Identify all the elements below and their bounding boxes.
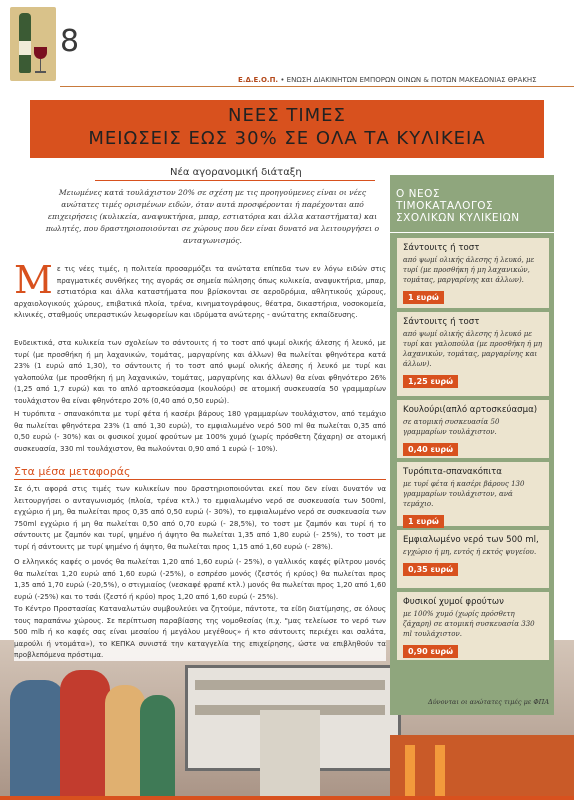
bottle-label — [19, 41, 31, 55]
banner-title: ΝΕΕΣ ΤΙΜΕΣ — [228, 105, 346, 126]
item-name: Σάντουιτς ή τοστ — [403, 317, 480, 327]
price-item — [397, 400, 549, 458]
article-paragraph-5: Ο ελληνικός καφές ο μονός θα πωλείται 1,20 από 1,60 ευρώ (- 25%), ο γαλλικός καφές φίλτρου μονός θα πωλείται 1,20 ευρώ από 1,60 ευρώ (-25%), ο εσπρέσο μονός (ζεστός ή κρύος) θα πωλείται προς 1,35 από 1,70 ευρώ (-20,5%), ο στιγμιαίος (νεσκαφέ φραπέ κτλ.) μονός θα πωλείται προς 1,20 από 1,60 ευρώ (-25%) και το τσάι (ζεστό ή κρύο) προς 1,20 από 1,60 ευρώ (- 25%). — [14, 557, 386, 601]
price-item — [397, 238, 549, 308]
org-acronym: Ε.Δ.Ε.Ο.Π. — [238, 76, 279, 84]
sidebar-title-divider — [390, 232, 554, 233]
article-subtitle: Νέα αγορανομική διάταξη — [170, 167, 302, 178]
item-description: από ψωμί ολικής άλεσης ή λευκό με τυρί και γαλοπούλα (με προσθήκη ή μη λαχανικών, τομάτας, μαργαρίνης και άλλων). — [403, 330, 543, 368]
item-name: Τυρόπιτα-σπανακόπιτα — [403, 467, 502, 477]
price-item — [397, 312, 549, 396]
article-paragraph-4: Σε ό,τι αφορά στις τιμές των κυλικείων που δραστηριοποιούνται εκεί που δεν είναι δυνατόν να λειτουργήσει ο ανταγωνισμός (πλοία, τρένα κτλ.) το εμφιαλωμένο νερό σε συσκευασία των 500ml, εγχώριο ή μη, θα πωλείται προς 0,35 από 0,50 ευρώ (- 30%), το εμφιαλωμένο νερό σε συσκευασία των 750ml εγχώριο ή μη θα πωλείται 0,50 από 0,70 ευρώ (- 28,5%), το τοστ με ζαμπόν και τυρί ή το σάντουιτς με ζαμπόν και τυρί, ψημένο ή άψητο θα πωλείται 1,35 από 1,80 ευρώ (- 25%), το τοστ με τυρί ή σάντουιτς με τυρί ψημένο ή άψητο, θα πωλείται προς 1,15 από 1,60 ευρώ (- 28%). — [14, 484, 386, 551]
sidebar-title-line-2: ΤΙΜΟΚΑΤΑΛΟΓΟΣ — [396, 200, 494, 212]
article-intro: Μειωμένες κατά τουλάχιστον 20% σε σχέση με τις προηγούμενες είναι οι νέες ανώτατες τιμές ορισμένων ειδών, όταν αυτά προσφέρονται ή παρέχονται από επιχειρήσεις (κυλικεία, αναψυκτήρια, μπαρ, εστιατόρια και άλλα καταστήματα) και πωλητές, που δραστηριοποιούνται σε χώρους που δεν είναι δυνατό να λειτουργήσει ο ανταγωνισμός. — [45, 188, 380, 245]
subtitle-underline — [95, 180, 375, 181]
sidebar-title-line-3: ΣΧΟΛΙΚΩΝ ΚΥΛΙΚΕΙΩΝ — [396, 212, 520, 224]
item-description: εγχώριο ή μη, εντός ή εκτός ψυγείου. — [403, 548, 537, 556]
item-price: 0,35 ευρώ — [403, 563, 458, 576]
section-heading: Στα μέσα μεταφοράς — [14, 465, 131, 478]
item-name: Εμφιαλωμένο νερό των 500 ml, — [403, 535, 539, 545]
header-divider — [60, 86, 574, 87]
item-price: 1 ευρώ — [403, 515, 444, 528]
price-item — [397, 530, 549, 588]
drop-cap: Μ — [14, 258, 53, 302]
price-item — [397, 462, 549, 526]
sidebar-title-line-1: Ο ΝΕΟΣ — [396, 188, 440, 200]
article-paragraph-1 — [14, 258, 386, 321]
item-price: 0,40 ευρώ — [403, 443, 458, 456]
item-description: με τυρί φέτα ή κασέρι βάρους 130 γραμμαρίων τουλάχιστον, ανά τεμάχιο. — [403, 480, 525, 508]
article-paragraph-3: Η τυρόπιτα - σπανακόπιτα με τυρί φέτα ή κασέρι βάρους 180 γραμμαρίων τουλάχιστον, από τεμάχιο θα πωλείται φθηνότερα 23% (1 από 1,30 ευρώ), το εμφιαλωμένο νερό 500 ml θα πωλείται 0,35 από 0,50 ευρώ (- 30%) και οι φυσικοί χυμοί φρούτων με 100% χυμό (χωρίς πρόσθετη ζάχαρη) σε ατομική συσκευασία, 330 ml τουλάχιστον, θα πωλούνται 0,90 από 1 ευρώ (- 10%). — [14, 409, 386, 453]
item-description: σε ατομική συσκευασία 50 γραμμαρίων τουλάχιστον. — [403, 418, 500, 436]
item-name: Σάντουιτς ή τοστ — [403, 243, 480, 253]
item-name: Κουλούρι(απλό αρτοσκεύασμα) — [403, 405, 538, 415]
header-organization — [238, 76, 537, 84]
sidebar-title — [396, 188, 546, 224]
article-paragraph-6: Το Κέντρο Προστασίας Καταναλωτών συμβουλεύει να ζητούμε, πάντοτε, τα είδη διατίμησης, σε όλους τους παραπάνω χώρους. Σε περίπτωση παραβίασης της νομοθεσίας (π.χ. "μας τελείωσε το νερό των 500 mlb ή κο καφές σας είναι μεσαίου ή μεγάλου μεγέθους» ή κτο σάντουιτς περιέχει και σαλάτα, μαρούλι ή ντομάτα»), το ΚΕΠΚΑ συνιστά την καταγγελία της επιχείρησης, ώστε να επιβληθούν τα προβλεπόμενα πρόστιμα. — [14, 604, 386, 660]
item-name: Φυσικοί χυμοί φρούτων — [403, 597, 504, 607]
page-number: 8 — [60, 24, 80, 59]
glass-stem — [40, 59, 41, 71]
item-price: 1 ευρώ — [403, 291, 444, 304]
glass-base — [35, 71, 46, 73]
sidebar-footnote: Δύνονται οι ανώτατες τιμές με ΦΠΑ — [428, 698, 550, 706]
item-price: 0,90 ευρώ — [403, 645, 458, 658]
org-full-name: • ΕΝΩΣΗ ΔΙΑΚΙΝΗΤΩΝ ΕΜΠΟΡΩΝ ΟΙΝΩΝ & ΠΟΤΩΝ ΜΑΚΕΔΟΝΙΑΣ ΘΡΑΚΗΣ — [280, 76, 537, 84]
banner-subtitle: ΜΕΙΩΣΕΙΣ ΕΩΣ 30% ΣΕ ΟΛΑ ΤΑ ΚΥΛΙΚΕΙΑ — [88, 128, 486, 149]
item-description: από ψωμί ολικής άλεσης ή λευκό, με τυρί (με προσθήκη ή μη λαχανικών, τομάτας, μαργαρίνης και άλλων). — [403, 256, 535, 284]
paragraph-text: ε τις νέες τιμές, η πολιτεία προσαρμόζει τα ανώτατα επίπεδα των εν λόγω ειδών στις πραγματικές συνθήκες της αγοράς σε σημεία πώλησης όπως κυλικεία, αναψυκτήρια, μπαρ, εστιατόρια και άλλα καταστήματα που βρίσκονται σε αεροδρόμια, αθλητικούς χώρους, αρχαιολογικούς χώρους, επιβατικά πλοία, τρένα, κινηματογράφους, θέατρα, δικαστήρια, νοσοκομεία, κλινικές, σταθμούς υπεραστικών λεωφορείων και ιδρύματα ανώτερης - ανώτατης εκπαίδευσης. — [14, 264, 386, 320]
item-description: με 100% χυμό (χωρίς πρόσθετη ζάχαρη) σε ατομική συσκευασία 330 ml τουλάχιστον. — [403, 610, 535, 638]
wine-logo-icon — [10, 7, 56, 81]
page-bottom-border — [0, 796, 574, 800]
section-divider — [14, 479, 386, 480]
wine-glass-icon — [34, 47, 47, 59]
item-price: 1,25 ευρώ — [403, 375, 458, 388]
article-paragraph-2: Ενδεικτικά, στα κυλικεία των σχολείων το σάντουιτς ή το τοστ από ψωμί ολικής άλεσης ή λευκό, με τυρί (με προσθήκη ή μη λαχανικών, τομάτας, μαργαρίνης και άλλων) θα πωλείται φθηνότερα κατά 23% (1 ευρώ από 1,30), το σάντουιτς ή το τοστ από ψωμί ολικής άλεσης ή λευκό με τυρί και γαλοπούλα (με προσθήκη ή μη λαχανικών, τομάτας, μαργαρίνης και άλλων) θα είναι φθηνότερο 26% (1,25 από 1,7 ευρώ) και το απλό αρτοσκεύασμα (κουλούρι) σε ατομική συσκευασία 50 γραμμαρίων τουλάχιστον θα είναι φθηνότερο 20% (0,40 από 0,50 ευρώ). — [14, 338, 386, 405]
title-banner — [30, 100, 544, 158]
price-item — [397, 592, 549, 660]
